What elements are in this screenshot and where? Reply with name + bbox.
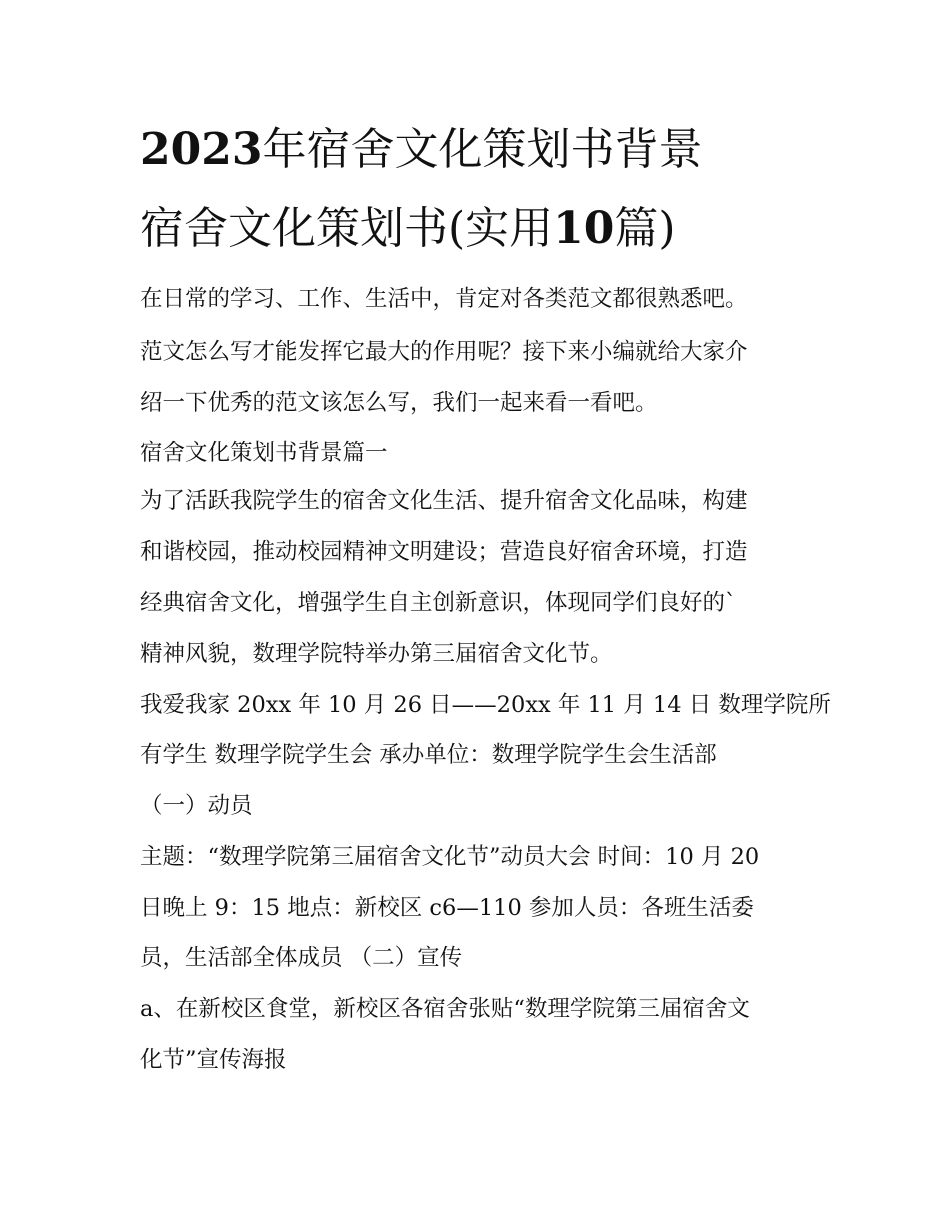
title-count: 10 [553,203,615,254]
body-line: 为了活跃我院学生的宿舍文化生活、提升宿舍文化品味，构建 [140,488,748,514]
document-page [140,0,830,1229]
title-line-2-text: 宿舍文化策划书(实用 [140,203,554,254]
body-line: a、在新校区食堂，新校区各宿舍张贴“数理学院第三届宿舍文 [140,996,750,1022]
section-heading: 宿舍文化策划书背景篇一 [140,440,388,466]
subsection-heading: （一）动员 [140,793,253,819]
body-line: 和谐校园，推动校园精神文明建设；营造良好宿舍环境，打造 [140,539,748,565]
body-line: 经典宿舍文化，增强学生自主创新意识，体现同学们良好的` [140,590,737,616]
body-line: 员，生活部全体成员 （二）宣传 [140,945,463,971]
document-title-line-1 [140,124,830,175]
body-line: 主题：“数理学院第三届宿舍文化节”动员大会 时间：10 月 20 [140,844,760,870]
body-line: 精神风貌，数理学院特举办第三届宿舍文化节。 [140,641,613,667]
title-year: 2023 [140,124,263,175]
title-line-2-tail: 篇) [614,203,676,254]
body-line: 我爱我家 20xx 年 10 月 26 日——20xx 年 11 月 14 日 数理学院所 [140,692,831,718]
document-title-line-2 [140,203,830,254]
body-line: 有学生 数理学院学生会 承办单位：数理学院学生会生活部 [140,742,717,768]
title-line-1-text: 年宿舍文化策划书背景 [262,124,703,175]
body-line: 化节”宣传海报 [140,1047,287,1073]
body-line: 范文怎么写才能发挥它最大的作用呢？接下来小编就给大家介 [140,339,748,365]
body-line: 在日常的学习、工作、生活中，肯定对各类范文都很熟悉吧。 [140,286,748,312]
body-line: 日晚上 9：15 地点：新校区 c6—110 参加人员：各班生活委 [140,895,754,921]
body-line: 绍一下优秀的范文该怎么写，我们一起来看一看吧。 [140,390,658,416]
